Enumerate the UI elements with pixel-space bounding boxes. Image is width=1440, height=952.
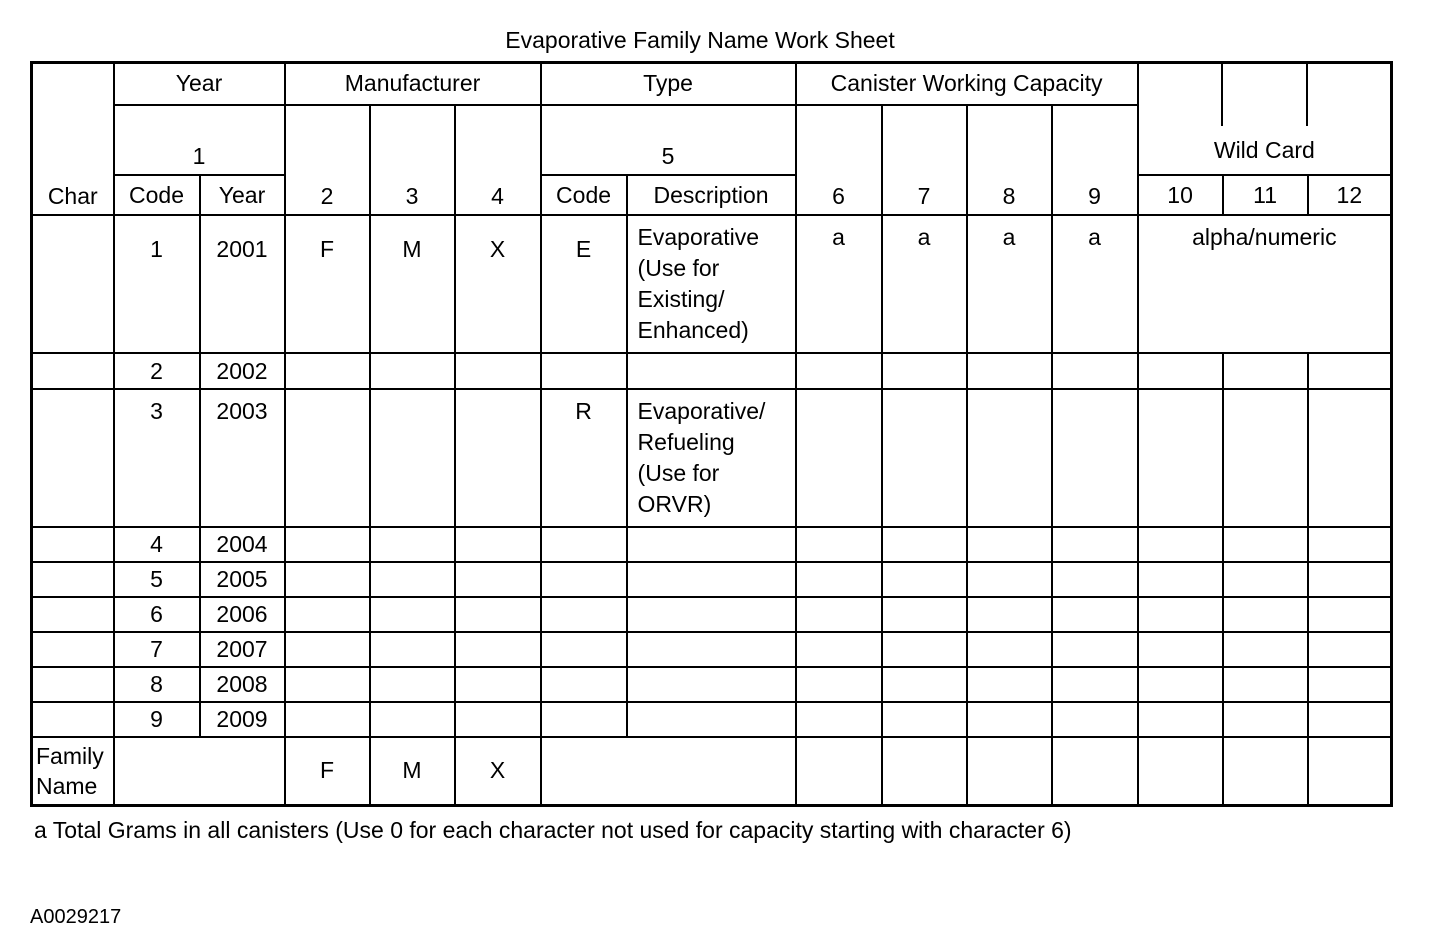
year-group-header: Year xyxy=(114,63,285,105)
manufacturer-group-header: Manufacturer xyxy=(285,63,541,105)
family-name-char-2: F xyxy=(285,737,370,805)
year-cell: 2006 xyxy=(200,597,285,632)
year-code-header: Code xyxy=(114,175,200,215)
year-code-cell: 2 xyxy=(114,353,200,389)
family-name-char-3: M xyxy=(370,737,455,805)
table-row xyxy=(32,597,1392,632)
year-position: 1 xyxy=(114,105,285,176)
table-row xyxy=(32,702,1392,737)
table-row xyxy=(32,353,1392,389)
family-name-label-line: Name xyxy=(36,772,98,799)
type-description-line: Evaporative xyxy=(637,224,760,250)
manufacturer-char-4: X xyxy=(455,215,541,353)
wild-card-top-split xyxy=(1139,64,1391,126)
year-code-cell: 1 xyxy=(114,215,200,353)
year-cell: 2009 xyxy=(200,702,285,737)
year-cell: 2001 xyxy=(200,215,285,353)
wild-card-label: Wild Card xyxy=(1213,136,1315,163)
worksheet-title: Evaporative Family Name Work Sheet xyxy=(505,27,895,53)
family-name-char-4: X xyxy=(455,737,541,805)
year-code-cell: 4 xyxy=(114,527,200,562)
year-cell: 2003 xyxy=(200,389,285,527)
worksheet-table xyxy=(30,61,1393,807)
char-cell xyxy=(32,389,114,527)
type-description-cell xyxy=(627,215,796,353)
canister-char-6: a xyxy=(796,215,882,353)
canister-position-9: 9 xyxy=(1052,105,1138,216)
figure-id: A0029217 xyxy=(30,906,122,928)
char-cell xyxy=(32,215,114,353)
manufacturer-position-4: 4 xyxy=(455,105,541,216)
year-code-cell: 9 xyxy=(114,702,200,737)
type-description-line: (Use for xyxy=(637,255,720,281)
manufacturer-char-2: F xyxy=(285,215,370,353)
family-name-type-cell xyxy=(541,737,796,805)
manufacturer-position-2: 2 xyxy=(285,105,370,216)
family-name-char-12 xyxy=(1308,737,1392,805)
year-cell: 2005 xyxy=(200,562,285,597)
canister-char-9: a xyxy=(1052,215,1138,353)
family-name-label xyxy=(32,737,114,805)
type-group-header: Type xyxy=(541,63,796,105)
type-code-header: Code xyxy=(541,175,627,215)
year-code-cell: 3 xyxy=(114,389,200,527)
type-description-line: Existing/ xyxy=(637,286,725,312)
year-code-cell: 5 xyxy=(114,562,200,597)
type-code-cell: R xyxy=(541,389,627,527)
family-name-row xyxy=(32,737,1392,805)
family-name-char-10 xyxy=(1138,737,1223,805)
year-code-cell: 7 xyxy=(114,632,200,667)
year-code-cell: 8 xyxy=(114,667,200,702)
year-cell: 2008 xyxy=(200,667,285,702)
wild-card-position-11: 11 xyxy=(1223,175,1308,215)
table-row xyxy=(32,632,1392,667)
year-code-cell: 6 xyxy=(114,597,200,632)
type-description-line: ORVR) xyxy=(637,491,712,517)
header-row-columns xyxy=(32,175,1392,215)
year-year-header: Year xyxy=(200,175,285,215)
canister-char-7: a xyxy=(882,215,967,353)
year-cell: 2002 xyxy=(200,353,285,389)
table-row xyxy=(32,389,1392,527)
type-description-cell xyxy=(627,389,796,527)
manufacturer-position-3: 3 xyxy=(370,105,455,216)
char-header: Char xyxy=(32,63,114,216)
type-description-line: Refueling xyxy=(637,429,735,455)
family-name-year-cell xyxy=(114,737,285,805)
table-row xyxy=(32,667,1392,702)
canister-char-8: a xyxy=(967,215,1052,353)
footnote: a Total Grams in all canisters (Use 0 for each character not used for capacity starting with character 6) xyxy=(34,817,1072,843)
table-row xyxy=(32,562,1392,597)
table-row xyxy=(32,215,1392,353)
type-description-line: (Use for xyxy=(637,460,720,486)
wild-card-cell: alpha/numeric xyxy=(1138,215,1392,353)
type-code-cell: E xyxy=(541,215,627,353)
manufacturer-char-3: M xyxy=(370,215,455,353)
canister-group-header: Canister Working Capacity xyxy=(796,63,1138,105)
family-name-char-11 xyxy=(1223,737,1308,805)
wild-card-position-12: 12 xyxy=(1308,175,1392,215)
type-description-header: Description xyxy=(627,175,796,215)
char-cell xyxy=(32,353,114,389)
year-cell: 2004 xyxy=(200,527,285,562)
wild-card-header xyxy=(1138,63,1392,176)
canister-position-7: 7 xyxy=(882,105,967,216)
family-name-char-6 xyxy=(796,737,882,805)
type-description-line: Evaporative/ xyxy=(637,398,766,424)
year-cell: 2007 xyxy=(200,632,285,667)
canister-position-8: 8 xyxy=(967,105,1052,216)
table-row xyxy=(32,527,1392,562)
family-name-char-8 xyxy=(967,737,1052,805)
canister-position-6: 6 xyxy=(796,105,882,216)
family-name-char-9 xyxy=(1052,737,1138,805)
family-name-label-line: Family xyxy=(36,742,104,769)
family-name-char-7 xyxy=(882,737,967,805)
header-row-groups xyxy=(32,63,1392,105)
type-description-line: Enhanced) xyxy=(637,317,749,343)
type-position: 5 xyxy=(541,105,796,176)
wild-card-position-10: 10 xyxy=(1138,175,1223,215)
